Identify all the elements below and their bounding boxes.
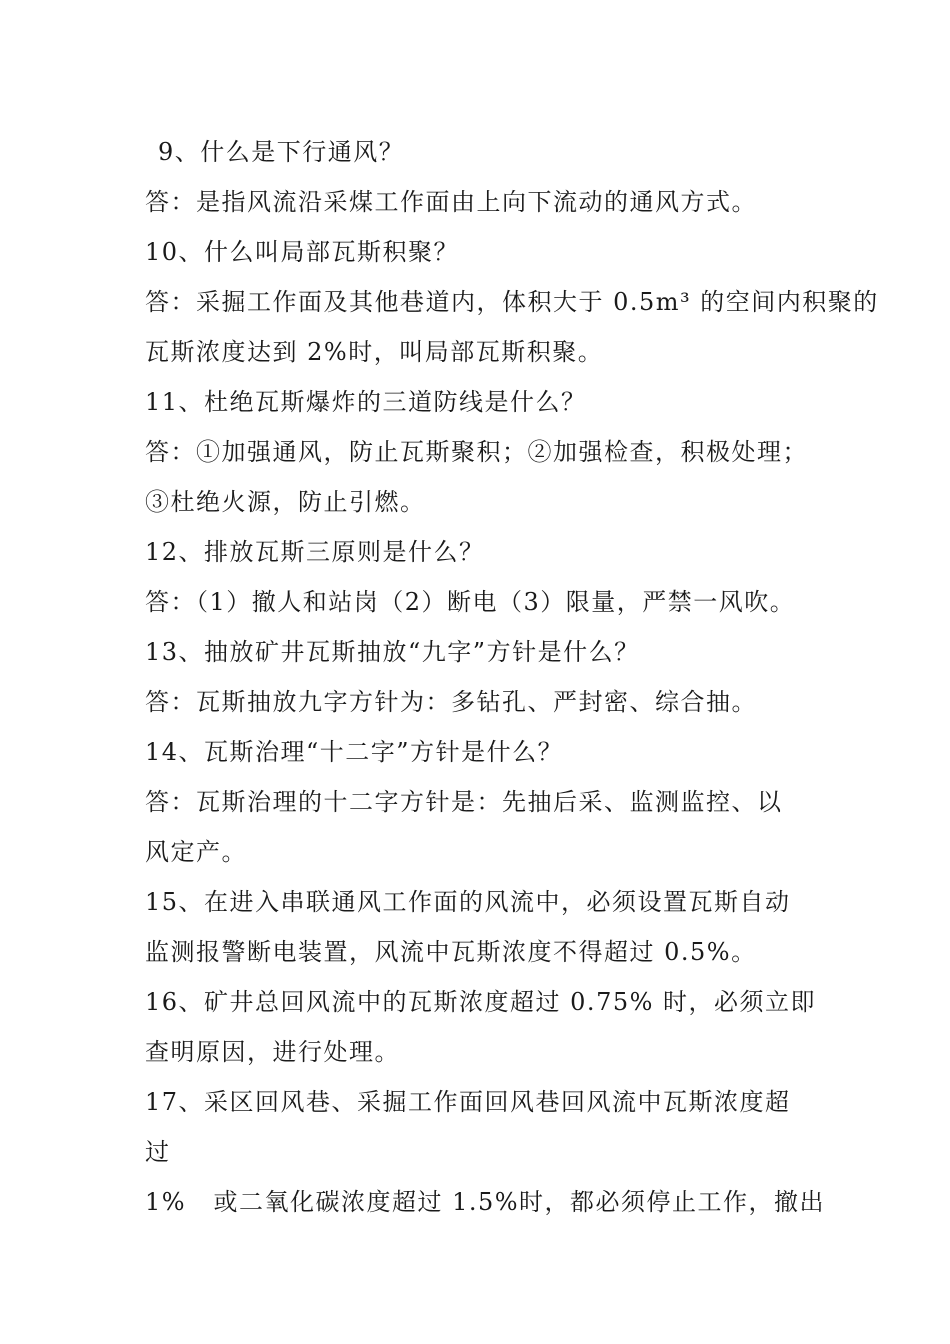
item-16-line-1: 16、矿井总回风流中的瓦斯浓度超过 0.75% 时，必须立即 <box>145 988 817 1016</box>
item-17-line-2: 过 <box>145 1138 171 1166</box>
item-15-line-2: 监测报警断电装置，风流中瓦斯浓度不得超过 0.5%。 <box>145 938 757 966</box>
answer-9: 答：是指风流沿采煤工作面由上向下流动的通风方式。 <box>145 188 757 216</box>
answer-11-line-1: 答：①加强通风，防止瓦斯聚积；②加强检查，积极处理； <box>145 438 808 466</box>
question-10: 10、什么叫局部瓦斯积聚？ <box>145 238 460 266</box>
question-14: 14、瓦斯治理“十二字”方针是什么？ <box>145 738 564 766</box>
answer-11-line-2: ③杜绝火源，防止引燃。 <box>145 488 426 516</box>
question-11: 11、杜绝瓦斯爆炸的三道防线是什么？ <box>145 388 587 416</box>
question-13: 13、抽放矿井瓦斯抽放“九字”方针是什么？ <box>145 638 640 666</box>
answer-10-line-1: 答：采掘工作面及其他巷道内，体积大于 0.5m³ 的空间内积聚的 <box>145 288 879 316</box>
question-12: 12、排放瓦斯三原则是什么？ <box>145 538 485 566</box>
answer-14-line-1: 答：瓦斯治理的十二字方针是：先抽后采、监测监控、以 <box>145 788 783 816</box>
answer-14-line-2: 风定产。 <box>145 838 247 866</box>
answer-12: 答：（1）撤人和站岗（2）断电（3）限量，严禁一风吹。 <box>145 588 796 616</box>
item-17-line-1: 17、采区回风巷、采掘工作面回风巷回风流中瓦斯浓度超 <box>145 1088 791 1116</box>
item-17-line-3: 1% 或二氧化碳浓度超过 1.5%时，都必须停止工作，撤出 <box>145 1188 826 1216</box>
item-16-line-2: 查明原因，进行处理。 <box>145 1038 400 1066</box>
question-9: 9、什么是下行通风？ <box>158 138 405 166</box>
answer-10-line-2: 瓦斯浓度达到 2%时，叫局部瓦斯积聚。 <box>145 338 604 366</box>
answer-13: 答：瓦斯抽放九字方针为：多钻孔、严封密、综合抽。 <box>145 688 757 716</box>
item-15-line-1: 15、在进入串联通风工作面的风流中，必须设置瓦斯自动 <box>145 888 791 916</box>
